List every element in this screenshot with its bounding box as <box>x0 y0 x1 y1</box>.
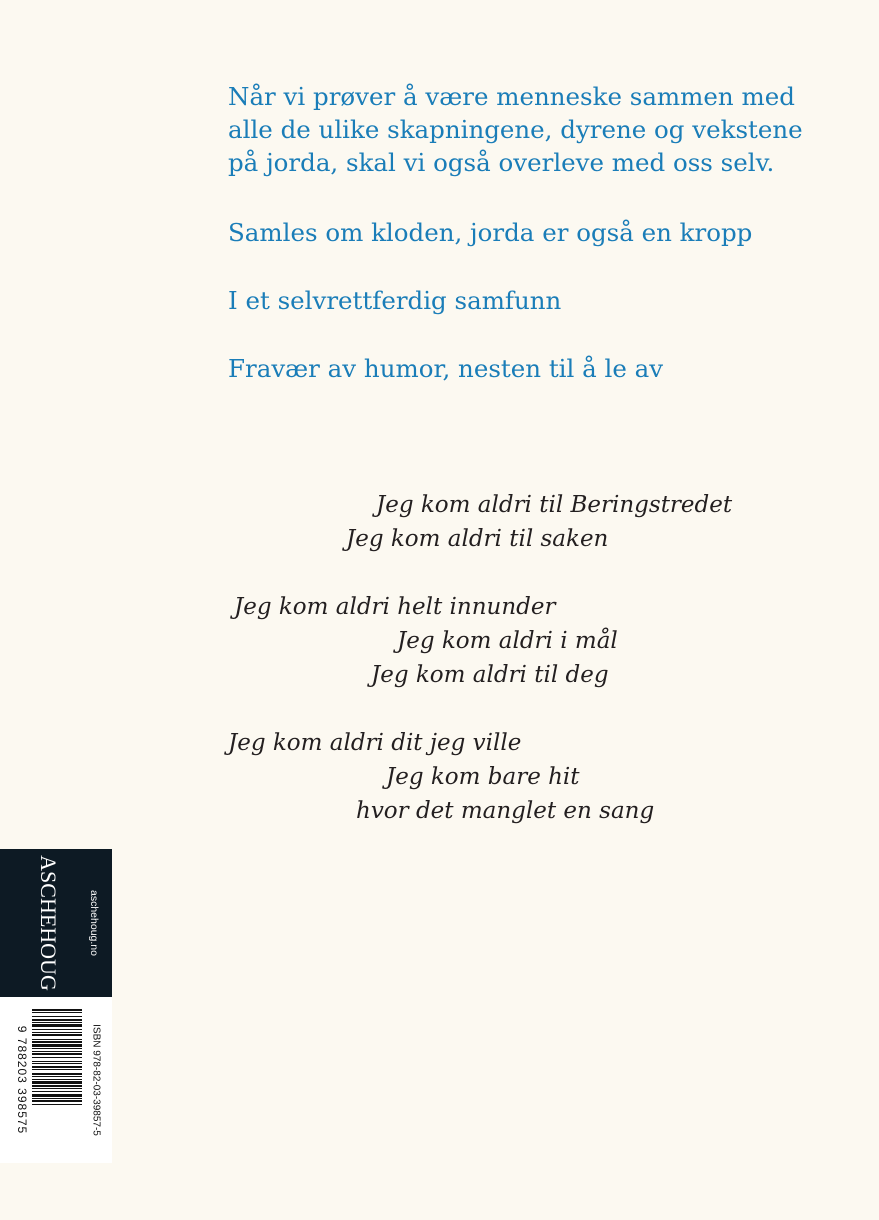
publisher-logo <box>35 855 61 991</box>
poem-line: hvor det manglet en sang <box>356 798 655 824</box>
statement-line: Samles om kloden, jorda er også en kropp <box>228 218 753 247</box>
poem-line: Jeg kom bare hit <box>386 764 580 790</box>
poem-line: Jeg kom aldri til Beringstredet <box>376 492 733 518</box>
poem-line: Jeg kom aldri i mål <box>397 628 618 654</box>
publisher-website: aschehoug.no <box>88 890 100 956</box>
intro-paragraph <box>228 80 828 179</box>
intro-line: på jorda, skal vi også overleve med oss selv. <box>228 148 775 177</box>
isbn-digits: 9 788203 398575 <box>15 1025 29 1135</box>
intro-line: Når vi prøver å være menneske sammen med <box>228 82 795 111</box>
isbn-label: ISBN 978-82-03-39857-5 <box>90 1024 102 1136</box>
poem-line: Jeg kom aldri til deg <box>371 662 609 688</box>
isbn-barcode-block <box>0 997 112 1163</box>
barcode-icon <box>32 1009 82 1151</box>
publisher-block <box>0 849 112 997</box>
publisher-logo-text: ASCHEHOUG <box>36 855 61 991</box>
poem-line: Jeg kom aldri til saken <box>346 526 609 552</box>
intro-line: alle de ulike skapningene, dyrene og vekstene <box>228 115 803 144</box>
statement-line: I et selvrettferdig samfunn <box>228 286 562 315</box>
poem-line: Jeg kom aldri helt innunder <box>234 594 556 620</box>
poem-line: Jeg kom aldri dit jeg ville <box>228 730 522 756</box>
statement-line: Fravær av humor, nesten til å le av <box>228 354 664 383</box>
